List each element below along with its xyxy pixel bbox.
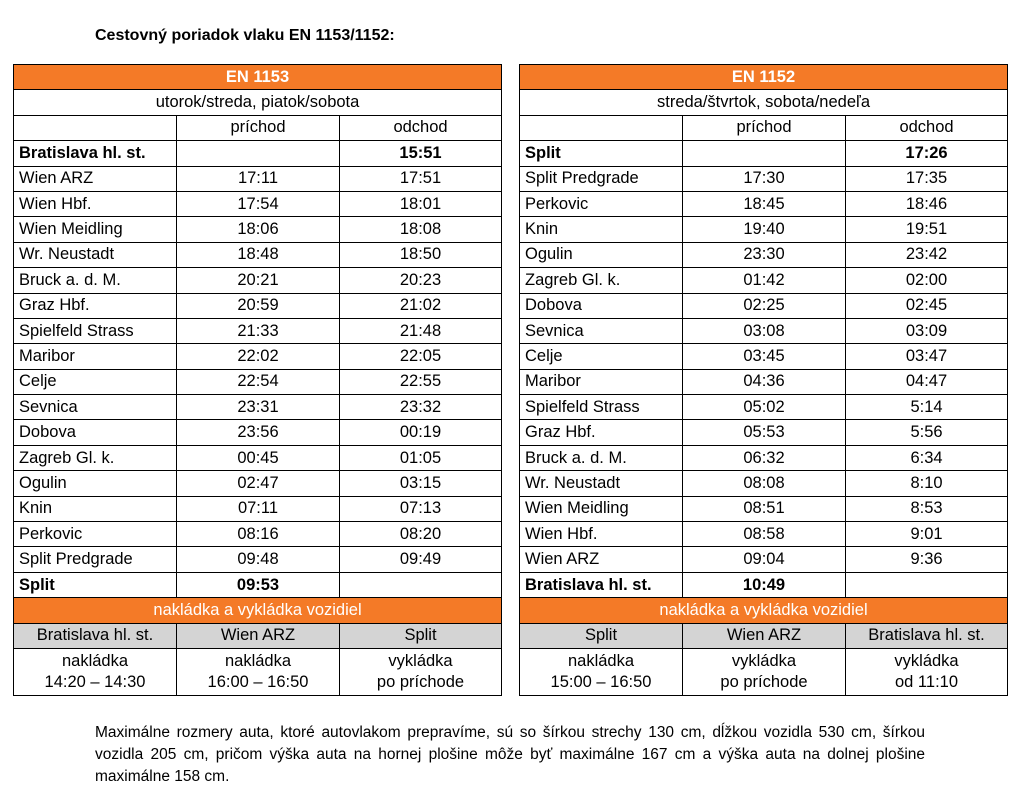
station-name: Perkovic [520, 191, 683, 216]
station-name: Perkovic [14, 522, 177, 547]
arrival-time: 18:48 [177, 242, 340, 267]
loading-title-row [520, 598, 1008, 623]
loading-time: 14:20 – 14:30 [44, 672, 146, 691]
departure-time: 17:26 [846, 141, 1008, 166]
arrival-time: 20:59 [177, 293, 340, 318]
table-row [14, 191, 502, 216]
loading-info-cell [177, 648, 340, 695]
station-name: Wr. Neustadt [14, 242, 177, 267]
timetable-en1153 [13, 64, 502, 696]
station-name: Spielfeld Strass [520, 395, 683, 420]
station-name: Knin [14, 496, 177, 521]
loading-info-cell [520, 648, 683, 695]
arrival-time: 17:30 [683, 166, 846, 191]
station-name: Dobova [520, 293, 683, 318]
station-name: Bratislava hl. st. [520, 572, 683, 597]
arrival-time: 23:56 [177, 420, 340, 445]
station-name: Celje [14, 369, 177, 394]
arrival-time: 17:11 [177, 166, 340, 191]
departure-column-header: odchod [340, 115, 502, 140]
departure-time: 00:19 [340, 420, 502, 445]
departure-time [846, 572, 1008, 597]
table-row [14, 344, 502, 369]
table-row [520, 496, 1008, 521]
departure-time: 9:01 [846, 522, 1008, 547]
station-name: Wien ARZ [520, 547, 683, 572]
station-name: Maribor [14, 344, 177, 369]
station-name: Ogulin [14, 471, 177, 496]
station-name: Wien Hbf. [14, 191, 177, 216]
departure-time: 03:47 [846, 344, 1008, 369]
departure-time: 08:20 [340, 522, 502, 547]
loading-station: Bratislava hl. st. [14, 623, 177, 648]
station-name: Split [520, 141, 683, 166]
station-name: Ogulin [520, 242, 683, 267]
station-name: Maribor [520, 369, 683, 394]
arrival-time [177, 141, 340, 166]
departure-time: 17:51 [340, 166, 502, 191]
operating-days: utorok/streda, piatok/sobota [14, 90, 502, 115]
station-name: Spielfeld Strass [14, 318, 177, 343]
departure-time: 21:02 [340, 293, 502, 318]
departure-time: 15:51 [340, 141, 502, 166]
arrival-time [683, 141, 846, 166]
loading-station: Wien ARZ [683, 623, 846, 648]
loading-info-row [14, 648, 502, 695]
station-name: Split [14, 572, 177, 597]
departure-time: 18:46 [846, 191, 1008, 216]
arrival-time: 00:45 [177, 445, 340, 470]
arrival-time: 10:49 [683, 572, 846, 597]
loading-info-row [520, 648, 1008, 695]
station-column-header [520, 115, 683, 140]
station-name: Wien Hbf. [520, 522, 683, 547]
table-row [14, 445, 502, 470]
departure-time: 23:32 [340, 395, 502, 420]
loading-station: Bratislava hl. st. [846, 623, 1008, 648]
table-row [14, 496, 502, 521]
loading-title-row [14, 598, 502, 623]
train-name-header [14, 65, 502, 90]
loading-type: vykládka [388, 651, 453, 670]
arrival-time: 18:06 [177, 217, 340, 242]
station-name: Knin [520, 217, 683, 242]
departure-time: 18:50 [340, 242, 502, 267]
departure-time: 9:36 [846, 547, 1008, 572]
station-name: Zagreb Gl. k. [14, 445, 177, 470]
table-row [14, 293, 502, 318]
table-row [14, 166, 502, 191]
station-name: Sevnica [520, 318, 683, 343]
station-name: Bruck a. d. M. [520, 445, 683, 470]
departure-time: 02:00 [846, 268, 1008, 293]
departure-time: 20:23 [340, 268, 502, 293]
departure-time [340, 572, 502, 597]
station-name: Celje [520, 344, 683, 369]
loading-info-cell [14, 648, 177, 695]
loading-type: nakládka [224, 651, 292, 670]
table-row [520, 293, 1008, 318]
station-name: Wien Meidling [520, 496, 683, 521]
timetable-en1152 [519, 64, 1008, 696]
loading-info-cell [340, 648, 502, 695]
arrival-time: 23:30 [683, 242, 846, 267]
table-row [14, 522, 502, 547]
arrival-time: 23:31 [177, 395, 340, 420]
arrival-time: 08:58 [683, 522, 846, 547]
arrival-time: 06:32 [683, 445, 846, 470]
column-header-row [14, 115, 502, 140]
arrival-time: 08:08 [683, 471, 846, 496]
table-row [520, 369, 1008, 394]
table-row [520, 217, 1008, 242]
loading-type: nakládka [61, 651, 129, 670]
table-row [520, 522, 1008, 547]
table-row [520, 572, 1008, 597]
loading-time: 15:00 – 16:50 [550, 672, 652, 691]
departure-time: 02:45 [846, 293, 1008, 318]
table-row [14, 141, 502, 166]
arrival-time: 17:54 [177, 191, 340, 216]
departure-time: 22:55 [340, 369, 502, 394]
table-row [520, 242, 1008, 267]
arrival-time: 18:45 [683, 191, 846, 216]
table-row [520, 547, 1008, 572]
arrival-column-header: príchod [177, 115, 340, 140]
arrival-column-header: príchod [683, 115, 846, 140]
station-name: Bruck a. d. M. [14, 268, 177, 293]
loading-time: po príchode [720, 672, 808, 691]
arrival-time: 02:47 [177, 471, 340, 496]
page-title: Cestovný poriadok vlaku EN 1153/1152: [95, 27, 395, 44]
departure-time: 04:47 [846, 369, 1008, 394]
table-row [520, 344, 1008, 369]
arrival-time: 21:33 [177, 318, 340, 343]
arrival-time: 20:21 [177, 268, 340, 293]
arrival-time: 08:16 [177, 522, 340, 547]
train-name: EN 1153 [14, 65, 502, 90]
departure-time: 5:56 [846, 420, 1008, 445]
table-row [520, 191, 1008, 216]
departure-time: 18:01 [340, 191, 502, 216]
departure-column-header: odchod [846, 115, 1008, 140]
loading-stations-row [14, 623, 502, 648]
loading-type: vykládka [894, 651, 959, 670]
departure-time: 09:49 [340, 547, 502, 572]
table-row [14, 471, 502, 496]
loading-time: 16:00 – 16:50 [207, 672, 309, 691]
departure-time: 03:15 [340, 471, 502, 496]
days-row [14, 90, 502, 115]
station-name: Wien ARZ [14, 166, 177, 191]
arrival-time: 01:42 [683, 268, 846, 293]
table-row [520, 166, 1008, 191]
arrival-time: 04:36 [683, 369, 846, 394]
table-row [14, 395, 502, 420]
table-row [520, 471, 1008, 496]
arrival-time: 02:25 [683, 293, 846, 318]
arrival-time: 07:11 [177, 496, 340, 521]
train-name-header [520, 65, 1008, 90]
loading-title: nakládka a vykládka vozidiel [14, 598, 502, 623]
station-name: Wien Meidling [14, 217, 177, 242]
arrival-time: 03:08 [683, 318, 846, 343]
table-row [14, 268, 502, 293]
loading-station: Wien ARZ [177, 623, 340, 648]
departure-time: 22:05 [340, 344, 502, 369]
departure-time: 8:53 [846, 496, 1008, 521]
loading-info-cell [683, 648, 846, 695]
arrival-time: 19:40 [683, 217, 846, 242]
departure-time: 17:35 [846, 166, 1008, 191]
station-name: Split Predgrade [14, 547, 177, 572]
table-row [14, 420, 502, 445]
table-row [14, 217, 502, 242]
station-name: Dobova [14, 420, 177, 445]
station-name: Wr. Neustadt [520, 471, 683, 496]
departure-time: 07:13 [340, 496, 502, 521]
station-name: Split Predgrade [520, 166, 683, 191]
arrival-time: 05:53 [683, 420, 846, 445]
departure-time: 19:51 [846, 217, 1008, 242]
departure-time: 01:05 [340, 445, 502, 470]
arrival-time: 08:51 [683, 496, 846, 521]
arrival-time: 22:02 [177, 344, 340, 369]
loading-station: Split [340, 623, 502, 648]
table-row [520, 445, 1008, 470]
table-row [14, 369, 502, 394]
loading-title: nakládka a vykládka vozidiel [520, 598, 1008, 623]
departure-time: 5:14 [846, 395, 1008, 420]
arrival-time: 09:04 [683, 547, 846, 572]
loading-info-cell [846, 648, 1008, 695]
departure-time: 8:10 [846, 471, 1008, 496]
table-row [520, 141, 1008, 166]
arrival-time: 03:45 [683, 344, 846, 369]
table-row [520, 268, 1008, 293]
loading-station: Split [520, 623, 683, 648]
table-row [520, 318, 1008, 343]
departure-time: 18:08 [340, 217, 502, 242]
days-row [520, 90, 1008, 115]
loading-stations-row [520, 623, 1008, 648]
station-name: Graz Hbf. [14, 293, 177, 318]
vehicle-size-note: Maximálne rozmery auta, ktoré autovlakom prepravíme, sú so šírkou strechy 130 cm, dĺžkou vozidla 530 cm, šírkou vozidla 205 cm, pričom výška auta na hornej plošine môže byť maximálne 167 cm a výška auta na dolnej plošine maximálne 158 cm. [95, 724, 925, 785]
station-column-header [14, 115, 177, 140]
table-row [520, 420, 1008, 445]
station-name: Bratislava hl. st. [14, 141, 177, 166]
loading-type: nakládka [567, 651, 635, 670]
departure-time: 03:09 [846, 318, 1008, 343]
column-header-row [520, 115, 1008, 140]
operating-days: streda/štvrtok, sobota/nedeľa [520, 90, 1008, 115]
departure-time: 21:48 [340, 318, 502, 343]
loading-time: po príchode [376, 672, 465, 691]
arrival-time: 09:53 [177, 572, 340, 597]
station-name: Sevnica [14, 395, 177, 420]
arrival-time: 22:54 [177, 369, 340, 394]
train-name: EN 1152 [520, 65, 1008, 90]
station-name: Graz Hbf. [520, 420, 683, 445]
table-row [520, 395, 1008, 420]
station-name: Zagreb Gl. k. [520, 268, 683, 293]
table-row [14, 572, 502, 597]
table-row [14, 318, 502, 343]
loading-time: od 11:10 [895, 672, 959, 691]
departure-time: 23:42 [846, 242, 1008, 267]
departure-time: 6:34 [846, 445, 1008, 470]
table-row [14, 242, 502, 267]
arrival-time: 09:48 [177, 547, 340, 572]
loading-type: vykládka [731, 651, 797, 670]
table-row [14, 547, 502, 572]
arrival-time: 05:02 [683, 395, 846, 420]
